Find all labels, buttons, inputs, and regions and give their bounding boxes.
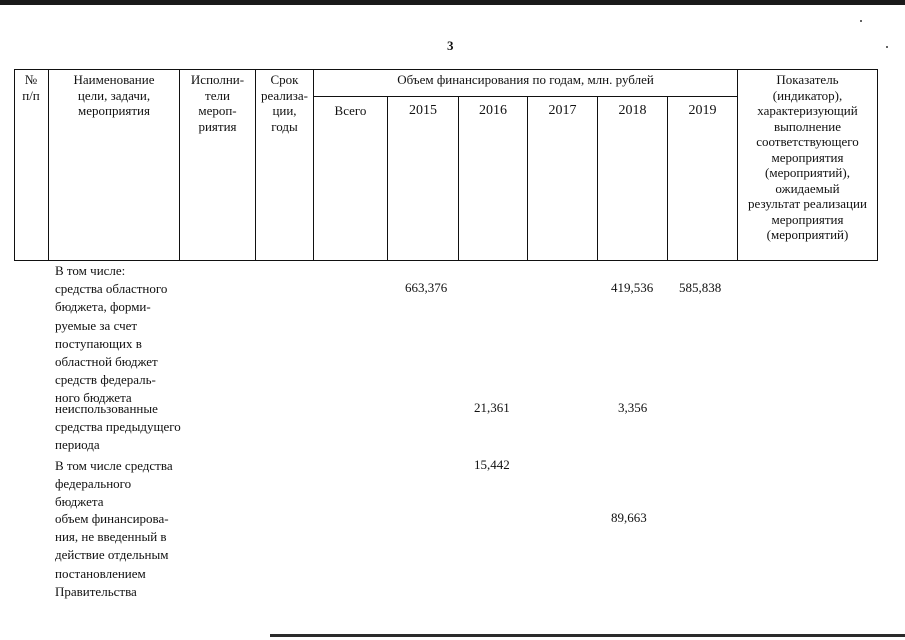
scan-bottom-border [270, 634, 905, 637]
row-unused-funds-label: неиспользованные средства предыдущего периода [55, 401, 181, 453]
header-year-2016: 2016 [479, 103, 507, 118]
header-col-indicator: Показатель (индикатор), характеризующий выполнение соответствующего мероприятия (мероприятий), ожидаемый результат реализации мероприятия (мероприятий) [748, 72, 867, 242]
header-year-2017: 2017 [548, 103, 577, 118]
row-regional-budget-label: В том числе: средства областного бюджета, форми- руемые за счет поступающих в областной бюджет средств федераль- ного бюджета [55, 263, 168, 406]
scan-speck [860, 20, 862, 22]
header-year-2018: 2018 [618, 103, 647, 118]
header-year-2015: 2015 [409, 103, 437, 118]
row-federal-budget-label: В том числе средства федерального бюджета [55, 458, 173, 510]
row-unused-funds-2018: 3,356 [618, 400, 648, 415]
header-col-total: Всего [334, 103, 367, 118]
header-col-executors: Исполни- тели мероп- риятия [190, 72, 245, 134]
row-unused-funds-2016: 21,361 [474, 400, 510, 415]
header-col-term: Срок реализа- ции, годы [261, 72, 308, 134]
scan-top-border [0, 0, 905, 5]
row-not-enacted-2018: 89,663 [611, 510, 647, 525]
row-federal-budget-2016: 15,442 [474, 457, 510, 472]
row-not-enacted-label: объем финансирова- ния, не введенный в действие отдельным постановлением Правительства [55, 511, 169, 599]
page-number: 3 [447, 38, 454, 53]
row-regional-budget-2018: 419,536 [611, 280, 654, 295]
header-col-number: № п/п [22, 72, 40, 103]
header-col-financing: Объем финансирования по годам, млн. рублей [397, 72, 654, 87]
row-regional-budget-2019: 585,838 [679, 280, 722, 295]
header-year-2019: 2019 [688, 103, 717, 118]
row-regional-budget-2015: 663,376 [405, 280, 448, 295]
scan-speck [886, 46, 888, 48]
header-col-name: Наименование цели, задачи, мероприятия [73, 72, 155, 118]
